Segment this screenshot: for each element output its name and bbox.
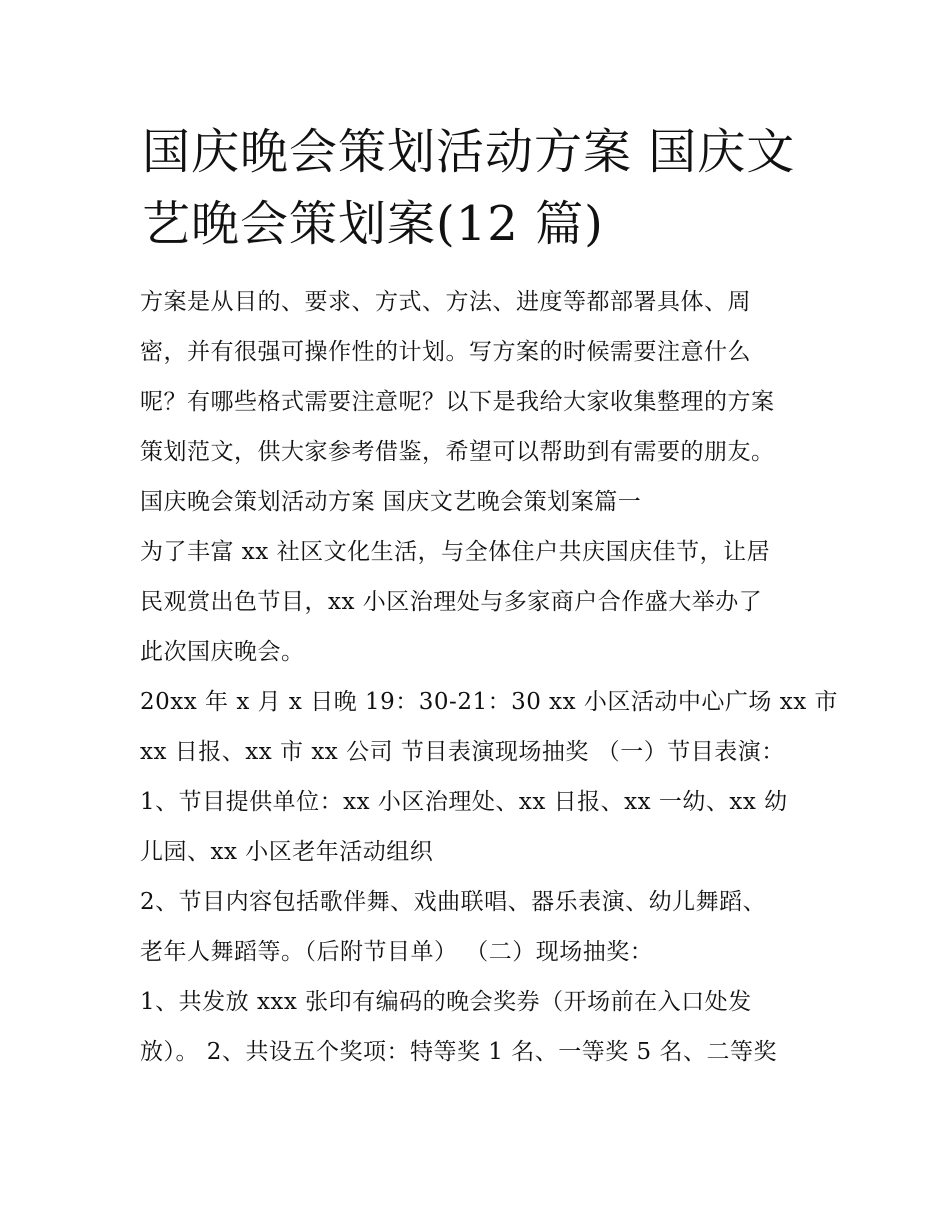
body-line-2: 密，并有很强可操作性的计划。写方案的时候需要注意什么 [140, 339, 751, 365]
body-line-6: 为了丰富 xx 社区文化生活，与全体住户共庆国庆佳节，让居 [140, 539, 771, 565]
title-line-1: 国庆晚会策划活动方案 国庆文 [142, 124, 796, 180]
body-line-12: 儿园、xx 小区老年活动组织 [140, 839, 434, 865]
body-line-9: 20xx 年 x 月 x 日晚 19：30-21：30 xx 小区活动中心广场 xx 市 [140, 689, 838, 715]
body-line-13: 2、节目内容包括歌伴舞、戏曲联唱、器乐表演、幼儿舞蹈、 [140, 889, 767, 915]
body-line-4: 策划范文，供大家参考借鉴，希望可以帮助到有需要的朋友。 [140, 439, 775, 465]
body-line-15: 1、共发放 xxx 张印有编码的晚会奖券（开场前在入口处发 [140, 989, 752, 1015]
title-line-2: 艺晚会策划案(12 篇) [142, 196, 604, 252]
body-line-1: 方案是从目的、要求、方式、方法、进度等都部署具体、周 [140, 289, 751, 315]
body-line-11: 1、节目提供单位：xx 小区治理处、xx 日报、xx 一幼、xx 幼 [140, 789, 788, 815]
body-line-3: 呢？有哪些格式需要注意呢？以下是我给大家收集整理的方案 [140, 389, 775, 415]
body-line-7: 民观赏出色节目，xx 小区治理处与多家商户合作盛大举办了 [140, 589, 763, 615]
body-line-16: 放）。 2、共设五个奖项：特等奖 1 名、一等奖 5 名、二等奖 [140, 1039, 777, 1065]
document-title [142, 116, 822, 260]
body-line-14: 老年人舞蹈等。（后附节目单） （二）现场抽奖： [140, 939, 654, 965]
body-line-8: 此次国庆晚会。 [140, 639, 305, 665]
body-line-10: xx 日报、xx 市 xx 公司 节目表演现场抽奖 （一）节目表演： [140, 739, 785, 765]
section-heading: 国庆晚会策划活动方案 国庆文艺晚会策划案篇一 [140, 489, 642, 515]
